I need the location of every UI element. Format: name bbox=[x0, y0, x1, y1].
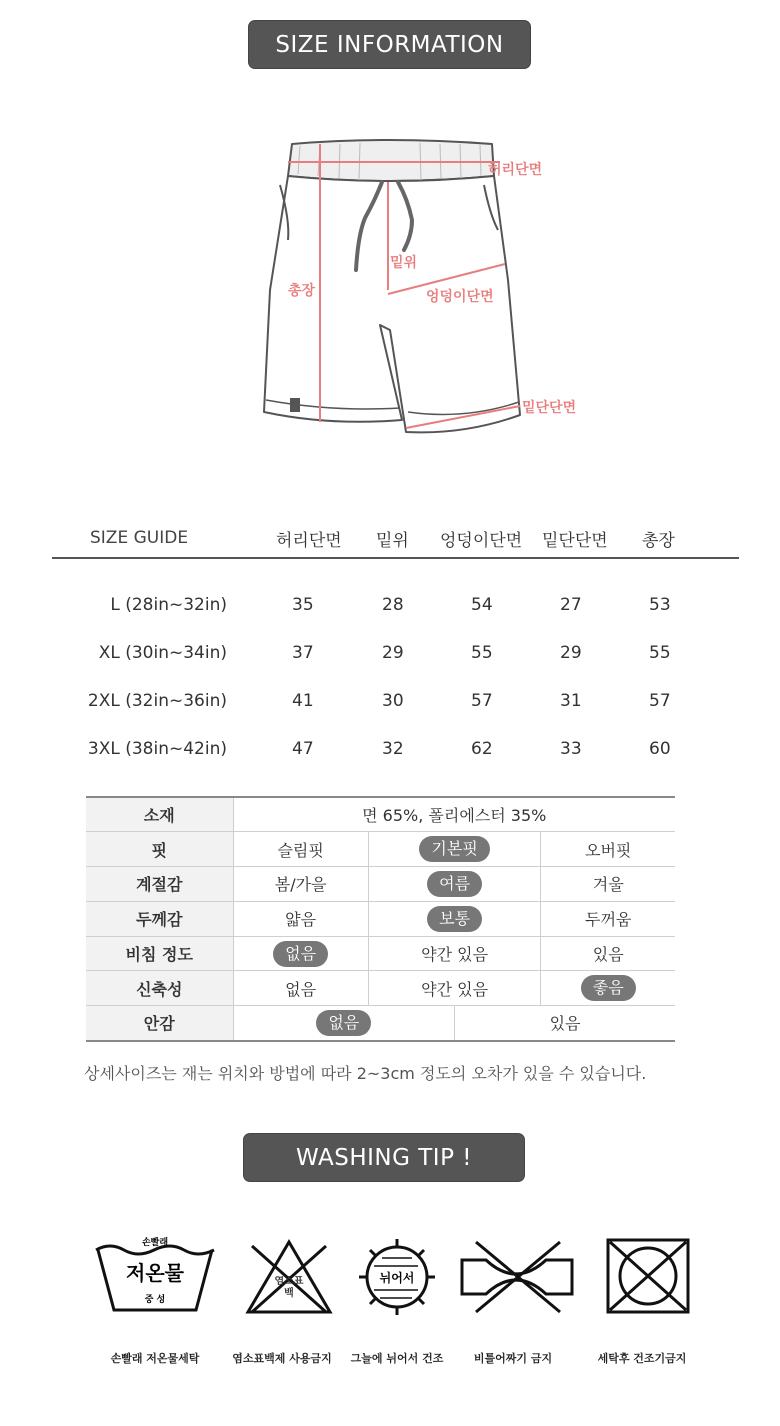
washing-tip-header bbox=[244, 1134, 524, 1181]
flat-dry-shade-icon bbox=[352, 1236, 452, 1316]
spec-option-selected bbox=[368, 867, 541, 902]
hand-wash-top-text: 손빨래 bbox=[141, 1238, 169, 1248]
option-text: 오버핏 bbox=[585, 840, 632, 860]
hem-label: 밑단단면 bbox=[522, 400, 577, 416]
spec-option bbox=[541, 901, 675, 936]
spec-label: 두께감 bbox=[86, 901, 233, 936]
selected-pill: 보통 bbox=[427, 906, 482, 932]
hand-wash-label: 손빨래 저온물세탁 bbox=[110, 1352, 200, 1365]
length-label: 총장 bbox=[288, 283, 316, 299]
no-wring-icon bbox=[456, 1236, 556, 1316]
value-cell: 29 bbox=[560, 643, 582, 663]
value-cell: 60 bbox=[649, 739, 671, 759]
option-text: 겨울 bbox=[592, 875, 624, 895]
spec-option-selected bbox=[541, 971, 675, 1006]
value-cell: 57 bbox=[471, 691, 493, 711]
option-text: 없음 bbox=[285, 979, 317, 999]
spec-row-fit bbox=[86, 832, 675, 867]
spec-option bbox=[368, 936, 541, 971]
spec-row-sheer bbox=[86, 936, 675, 971]
hand-wash-bottom-text: 중 성 bbox=[144, 1295, 166, 1305]
option-text: 있음 bbox=[592, 945, 624, 965]
size-information-title: SIZE INFORMATION bbox=[275, 31, 504, 58]
no-bleach-icon bbox=[244, 1236, 344, 1316]
size-cell: L (28in~32in) bbox=[110, 595, 227, 615]
hip-label: 엉덩이단면 bbox=[426, 289, 494, 305]
spec-row-stretch bbox=[86, 971, 675, 1006]
header-waist: 허리단면 bbox=[276, 531, 342, 551]
value-cell: 30 bbox=[382, 691, 404, 711]
value-cell: 27 bbox=[560, 595, 582, 615]
waist-label: 허리단면 bbox=[488, 162, 543, 178]
value-cell: 28 bbox=[382, 595, 404, 615]
spec-option bbox=[455, 1006, 675, 1041]
value-cell: 55 bbox=[649, 643, 671, 663]
value-cell: 35 bbox=[292, 595, 314, 615]
value-cell: 62 bbox=[471, 739, 493, 759]
value-cell: 41 bbox=[292, 691, 314, 711]
flat-dry-text: 뉘어서 bbox=[379, 1271, 415, 1285]
value-cell: 29 bbox=[382, 643, 404, 663]
value-cell: 57 bbox=[649, 691, 671, 711]
selected-pill: 없음 bbox=[316, 1010, 371, 1036]
washing-tip-title: WASHING TIP ! bbox=[296, 1144, 472, 1171]
spec-option-selected bbox=[368, 832, 541, 867]
no-tumble-dry-icon bbox=[604, 1236, 704, 1316]
spec-option-selected bbox=[368, 901, 541, 936]
spec-label: 소재 bbox=[86, 797, 233, 832]
spec-label: 계절감 bbox=[86, 867, 233, 902]
spec-row-lining bbox=[86, 1006, 675, 1041]
no-wring-label: 비틀어짜기 금지 bbox=[473, 1352, 553, 1365]
hand-wash-icon bbox=[92, 1236, 192, 1316]
value-cell: 31 bbox=[560, 691, 582, 711]
no-tumble-dry-label: 세탁후 건조기금지 bbox=[597, 1352, 687, 1365]
spec-label: 핏 bbox=[86, 832, 233, 867]
shorts-diagram bbox=[240, 130, 600, 450]
spec-row-thickness bbox=[86, 901, 675, 936]
no-bleach-text: 염소표백 bbox=[274, 1276, 304, 1299]
option-text: 슬림핏 bbox=[277, 840, 324, 860]
option-text: 있음 bbox=[549, 1014, 581, 1034]
size-guide-table bbox=[52, 519, 739, 759]
option-text: 약간 있음 bbox=[421, 945, 489, 965]
spec-row-material bbox=[86, 797, 675, 832]
table-row bbox=[52, 739, 739, 769]
selected-pill: 기본핏 bbox=[419, 836, 489, 862]
spec-label: 안감 bbox=[86, 1006, 233, 1041]
size-cell: XL (30in~34in) bbox=[98, 643, 227, 663]
table-row bbox=[52, 595, 739, 625]
spec-option bbox=[541, 867, 675, 902]
spec-row-season bbox=[86, 867, 675, 902]
material-value: 면 65%, 폴리에스터 35% bbox=[233, 797, 675, 832]
hand-wash-main-text: 저온물 bbox=[126, 1261, 184, 1285]
selected-pill: 없음 bbox=[273, 941, 328, 967]
flat-dry-label: 그늘에 뉘어서 건조 bbox=[350, 1352, 444, 1365]
size-cell: 3XL (38in~42in) bbox=[87, 739, 227, 759]
header-hem: 밑단단면 bbox=[542, 531, 608, 551]
spec-label: 비침 정도 bbox=[86, 936, 233, 971]
spec-option-selected bbox=[233, 936, 368, 971]
value-cell: 32 bbox=[382, 739, 404, 759]
value-cell: 47 bbox=[292, 739, 314, 759]
product-spec-table bbox=[86, 796, 675, 1042]
selected-pill: 여름 bbox=[427, 871, 482, 897]
size-note: 상세사이즈는 재는 위치와 방법에 따라 2~3cm 정도의 오차가 있을 수 있습니다. bbox=[84, 1064, 647, 1083]
option-text: 두꺼움 bbox=[585, 910, 632, 930]
size-guide-header bbox=[52, 519, 739, 559]
value-cell: 54 bbox=[471, 595, 493, 615]
spec-option bbox=[233, 832, 368, 867]
no-bleach-label: 염소표백제 사용금지 bbox=[232, 1352, 332, 1365]
header-hip: 엉덩이단면 bbox=[440, 531, 523, 551]
selected-pill: 좋음 bbox=[581, 975, 636, 1001]
header-length: 총장 bbox=[642, 531, 675, 551]
rise-label: 밑위 bbox=[390, 255, 418, 271]
spec-option-selected bbox=[233, 1006, 455, 1041]
value-cell: 37 bbox=[292, 643, 314, 663]
value-cell: 33 bbox=[560, 739, 582, 759]
table-row bbox=[52, 691, 739, 721]
option-text: 얇음 bbox=[285, 910, 317, 930]
option-text: 봄/가을 bbox=[274, 875, 327, 895]
size-cell: 2XL (32in~36in) bbox=[87, 691, 227, 711]
option-text: 약간 있음 bbox=[421, 979, 489, 999]
spec-option bbox=[541, 936, 675, 971]
spec-option bbox=[233, 901, 368, 936]
size-guide-title: SIZE GUIDE bbox=[90, 528, 189, 548]
table-row bbox=[52, 643, 739, 673]
spec-option bbox=[233, 867, 368, 902]
header-rise: 밑위 bbox=[376, 531, 409, 551]
spec-option bbox=[368, 971, 541, 1006]
spec-option bbox=[541, 832, 675, 867]
spec-label: 신축성 bbox=[86, 971, 233, 1006]
spec-option bbox=[233, 971, 368, 1006]
size-information-header bbox=[249, 21, 530, 68]
value-cell: 53 bbox=[649, 595, 671, 615]
value-cell: 55 bbox=[471, 643, 493, 663]
